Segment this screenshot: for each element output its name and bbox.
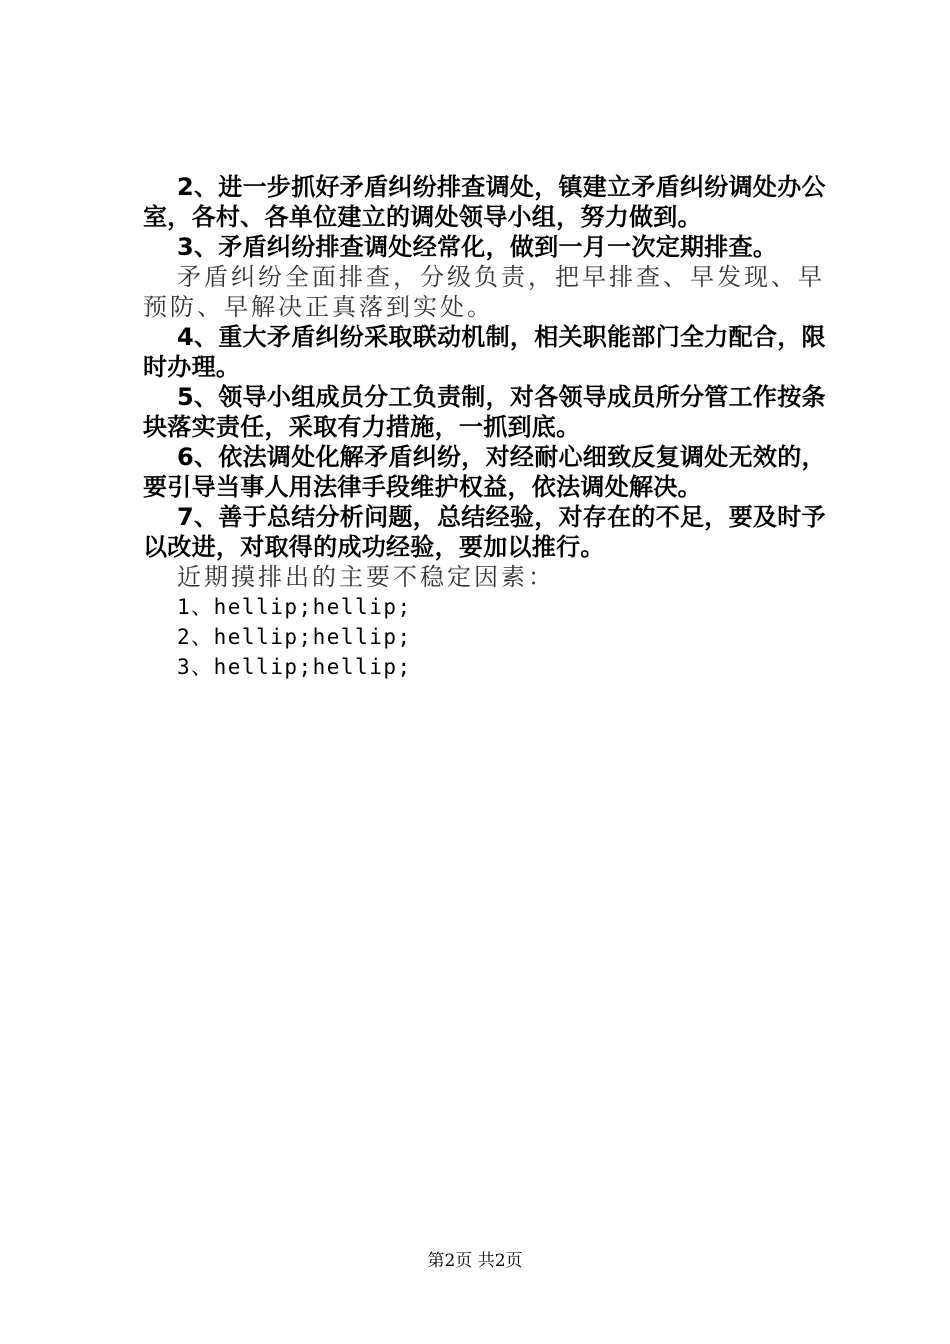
paragraph-summary: 矛盾纠纷全面排查，分级负责，把早排查、早发现、早预防、早解决正真落到实处。 (143, 263, 825, 321)
document-body (143, 172, 838, 682)
paragraph-item-7: 7、善于总结分析问题，总结经验，对存在的不足，要及时予以改进，对取得的成功经验，要加以推行。 (143, 503, 826, 561)
paragraph-item-2: 2、进一步抓好矛盾纠纷排查调处，镇建立矛盾纠纷调处办公室，各村、各单位建立的调处领导小组，努力做到。 (143, 173, 826, 231)
paragraph-item-4: 4、重大矛盾纠纷采取联动机制，相关职能部门全力配合，限时办理。 (143, 323, 826, 381)
paragraph-item-6: 6、依法调处化解矛盾纠纷，对经耐心细致反复调处无效的，要引导当事人用法律手段维护权益，依法调处解决。 (143, 443, 826, 501)
paragraph-item-5: 5、领导小组成员分工负责制，对各领导成员所分管工作按条块落实责任，采取有力措施，一抓到底。 (143, 383, 826, 441)
factor-item-1: 1、hellip;hellip; (177, 595, 412, 619)
page-footer: 第2页 共2页 (427, 1251, 523, 1271)
factor-item-2: 2、hellip;hellip; (177, 625, 412, 649)
paragraph-item-3: 3、矛盾纠纷排查调处经常化，做到一月一次定期排查。 (177, 233, 778, 261)
factor-item-3: 3、hellip;hellip; (177, 655, 412, 679)
paragraph-factors-heading: 近期摸排出的主要不稳定因素： (177, 563, 555, 591)
